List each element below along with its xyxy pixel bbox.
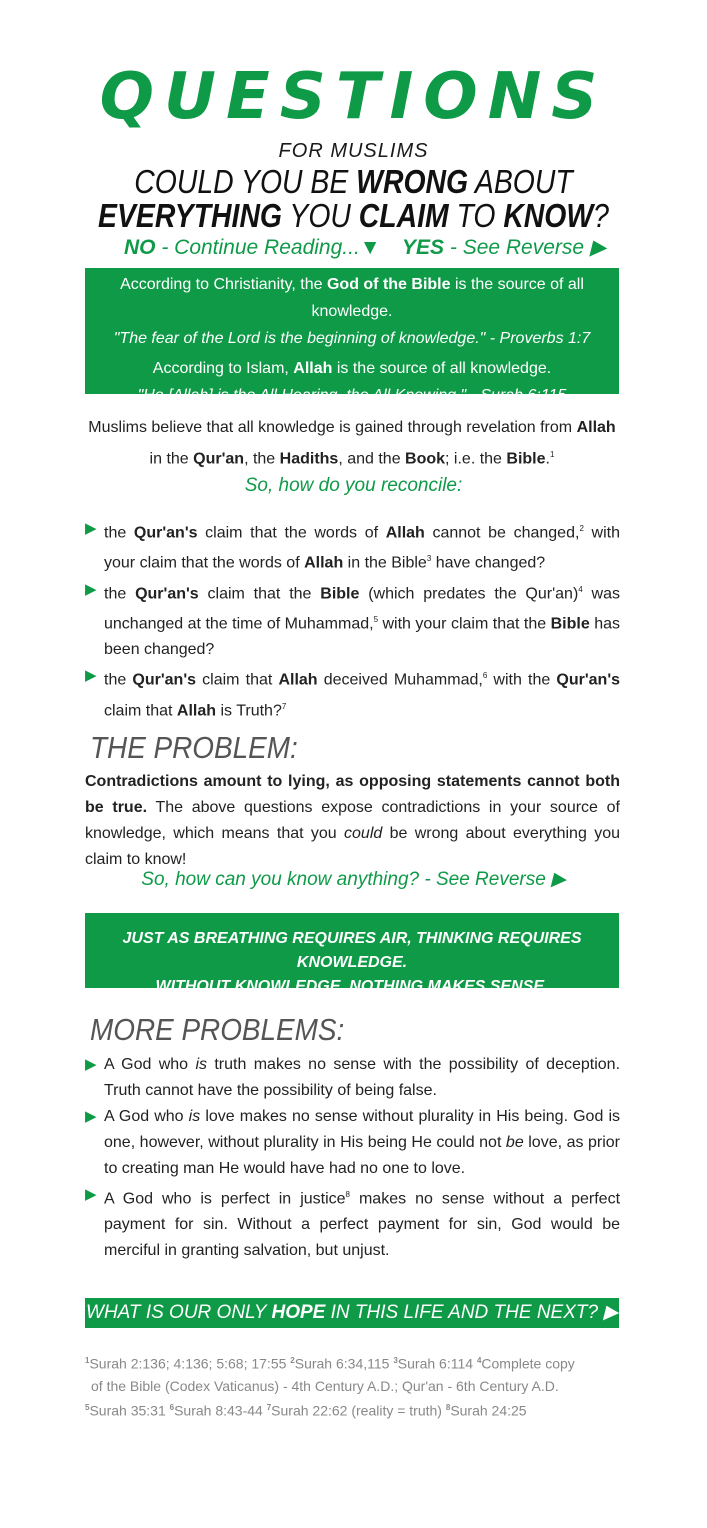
- more-problems-list: [85, 1052, 620, 1264]
- knowledge-source-box: [85, 268, 619, 404]
- main-title: QUESTIONS: [99, 60, 608, 134]
- more-problems-heading: MORE PROBLEMS:: [90, 1012, 345, 1047]
- subtitle-line-1: COULD YOU BE WRONG ABOUT: [134, 163, 573, 200]
- subtitle-for-muslims: FOR MUSLIMS: [278, 140, 429, 162]
- no-continue-reading: NO - Continue Reading...▼: [124, 236, 381, 259]
- footnote-line-1: $^1$Surah 2:136; 4:136; 5:68; 17:55 $^2$Surah 6:34,115 $^3$Surah 6:114 $^4$Complete copy: [85, 1355, 575, 1372]
- list-item: ▶ A God who is love makes no sense without plurality in His being. God is one, however, without plurality in His being He could not be love, as prior to creating man He would have had no one to love.: [85, 1104, 620, 1182]
- hope-banner: WHAT IS OUR ONLY HOPE IN THIS LIFE AND THE NEXT? ▶: [85, 1298, 619, 1328]
- know-anything-line: So, how can you know anything? - See Reverse ▶: [141, 869, 566, 890]
- yes-see-reverse: YES - See Reverse ▶: [402, 236, 607, 259]
- list-item: ▶ A God who is truth makes no sense with the possibility of deception. Truth cannot have the possibility of being false.: [85, 1052, 620, 1104]
- reconcile-list: [85, 516, 620, 724]
- footnote-line-3: $^5$Surah 35:31 $^6$Surah 8:43-44 $^7$Surah 22:62 (reality = truth) $^8$Surah 24:25: [85, 1402, 527, 1419]
- christianity-line: According to Christianity, the God of the Bible is the source of all knowledge.: [120, 276, 584, 320]
- list-item: ▶ A God who is perfect in justice$^8$ makes no sense without a perfect payment for sin. Without a perfect payment for sin, God would be merciful in granting salvation, but unjust.: [85, 1182, 620, 1264]
- problem-heading: THE PROBLEM:: [90, 730, 298, 765]
- list-item: ▶ the Qur'an's claim that the words of Allah cannot be changed,$^2$ with your claim that the words of Allah in the Bible$^3$ have changed?: [85, 516, 620, 577]
- subtitle-line-2: EVERYTHING YOU CLAIM TO KNOW?: [98, 197, 609, 234]
- problem-paragraph: Contradictions amount to lying, as opposing statements cannot both be true. The above questions expose contradictions in your source of knowledge, which means that you could be wrong about everything you claim to know!: [85, 773, 620, 868]
- arrow-right-icon: ▶: [85, 520, 97, 537]
- list-item: ▶ the Qur'an's claim that the Bible (which predates the Qur'an)$^4$ was unchanged at the time of Muhammad,$^5$ with your claim that the Bible has been changed?: [85, 577, 620, 664]
- reconcile-heading: So, how do you reconcile:: [244, 475, 463, 496]
- list-item: ▶ the Qur'an's claim that Allah deceived Muhammad,$^6$ with the Qur'an's claim that Allah is Truth?$^7$: [85, 663, 620, 724]
- knowledge-banner: JUST AS BREATHING REQUIRES AIR, THINKING REQUIRES KNOWLEDGE. WITHOUT KNOWLEDGE, NOTHING MAKES SENSE.: [85, 913, 619, 988]
- islam-line: According to Islam, Allah is the source of all knowledge.: [152, 360, 552, 377]
- arrow-right-icon: ▶: [85, 1056, 97, 1073]
- intro-paragraph: Muslims believe that all knowledge is gained through revelation from Allah in the Qur'an, the Hadiths, and the Book; i.e. the Bible.$^1$: [88, 419, 616, 468]
- proverbs-quote: "The fear of the Lord is the beginning of knowledge." - Proverbs 1:7: [113, 330, 591, 347]
- arrow-right-icon: ▶: [85, 580, 97, 598]
- arrow-right-icon: ▶: [85, 667, 97, 685]
- footnotes: [85, 1350, 625, 1421]
- arrow-right-icon: ▶: [85, 1186, 97, 1203]
- footnote-line-2: of the Bible (Codex Vaticanus) - 4th Century A.D.; Qur'an - 6th Century A.D.: [91, 1377, 559, 1394]
- arrow-right-icon: ▶: [85, 1108, 97, 1125]
- surah-quote: "He [Allah] is the All Hearing, the All Knowing." - Surah 6:115: [137, 387, 567, 404]
